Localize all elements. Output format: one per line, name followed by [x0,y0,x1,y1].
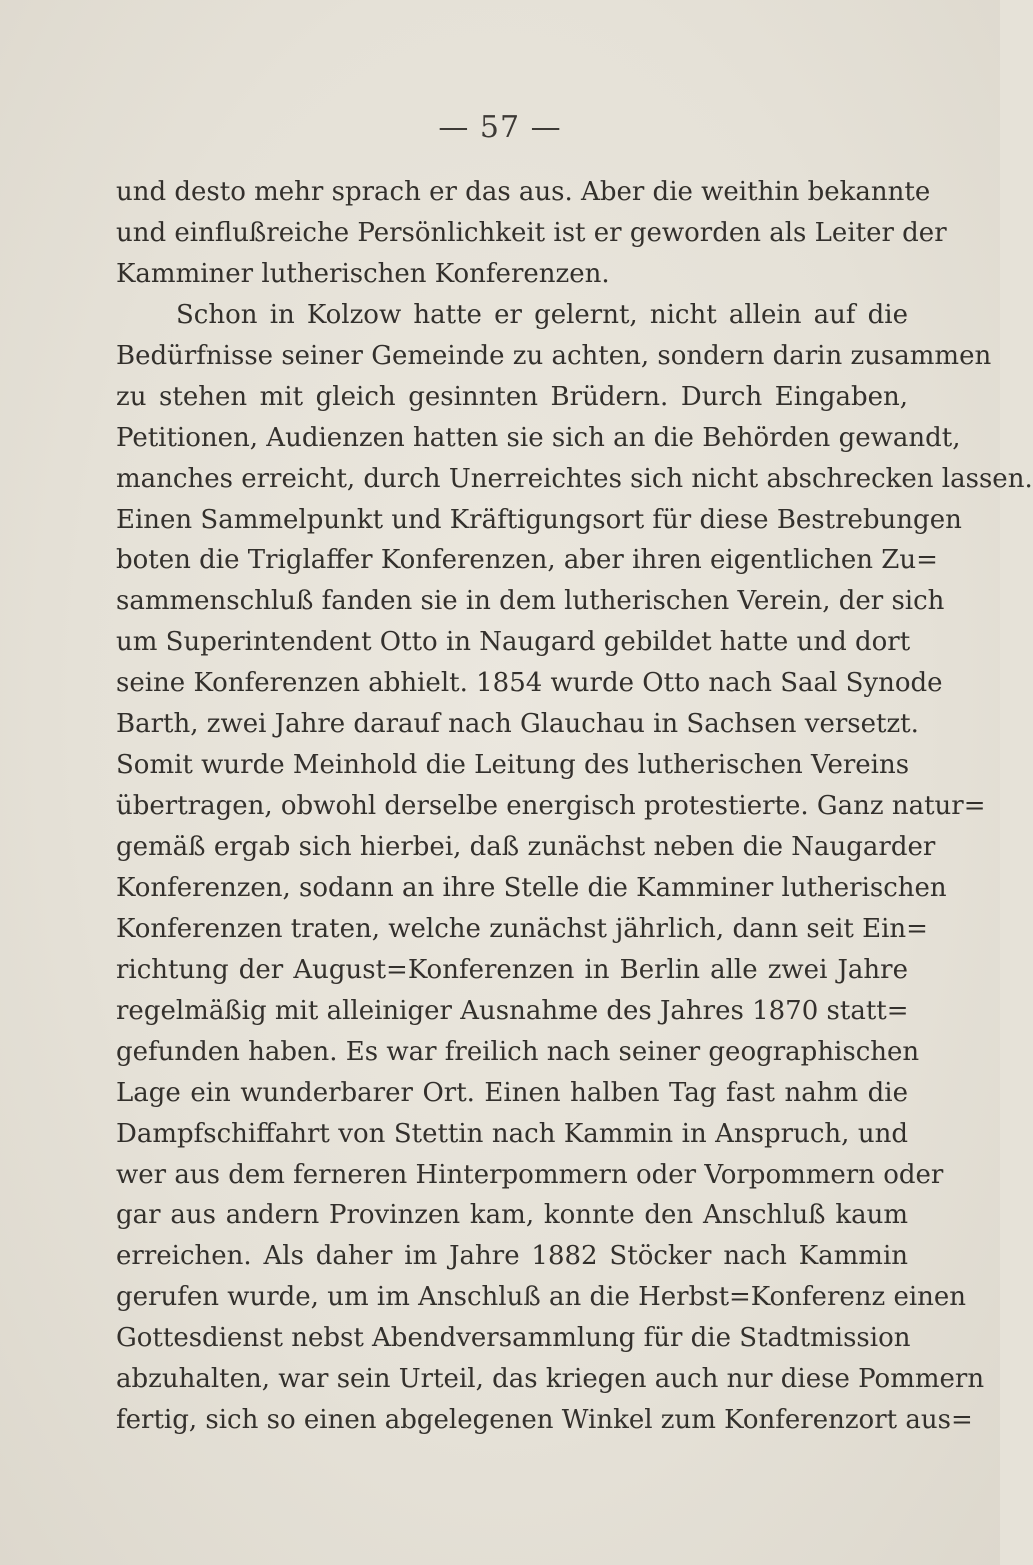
text-line: erreichen. Als daher im Jahre 1882 Stöcker nach Kammin [116,1241,908,1272]
text-line: richtung der August=Konferenzen in Berlin alle zwei Jahre [116,954,908,985]
text-line: wer aus dem ferneren Hinterpommern oder Vorpommern oder [116,1159,944,1190]
body-text [116,172,1033,1441]
text-line: übertragen, obwohl derselbe energisch protestierte. Ganz natur= [116,791,986,822]
text-line: Kamminer lutherischen Konferenzen. [116,258,610,289]
text-line: fertig, sich so einen abgelegenen Winkel zum Konferenzort aus= [116,1405,973,1436]
text-line: regelmäßig mit alleiniger Ausnahme des Jahres 1870 statt= [116,995,909,1026]
text-line: sammenschluß fanden sie in dem lutherischen Verein, der sich [116,586,945,617]
text-line: gerufen wurde, um im Anschluß an die Herbst=Konferenz einen [116,1282,967,1313]
text-line: Konferenzen traten, welche zunächst jährlich, dann seit Ein= [116,913,928,944]
page-number: — 57 — [438,110,562,145]
text-line: Somit wurde Meinhold die Leitung des lutherischen Vereins [116,750,910,781]
text-line: seine Konferenzen abhielt. 1854 wurde Otto nach Saal Synode [116,668,943,699]
text-line: zu stehen mit gleich gesinnten Brüdern. Durch Eingaben, [116,381,908,412]
text-line: abzuhalten, war sein Urteil, das kriegen auch nur diese Pommern [116,1364,985,1395]
text-line: um Superintendent Otto in Naugard gebildet hatte und dort [116,627,911,658]
text-line: Lage ein wunderbarer Ort. Einen halben Tag fast nahm die [116,1077,908,1108]
text-line: und einflußreiche Persönlichkeit ist er geworden als Leiter der [116,217,947,248]
text-line: Bedürfnisse seiner Gemeinde zu achten, sondern darin zusammen [116,340,992,371]
text-line: boten die Triglaffer Konferenzen, aber ihren eigentlichen Zu= [116,545,938,576]
text-line: Dampfschiffahrt von Stettin nach Kammin in Anspruch, und [116,1118,908,1149]
text-line: und desto mehr sprach er das aus. Aber die weithin bekannte [116,177,931,207]
text-line: Gottesdienst nebst Abendversammlung für die Stadtmission [116,1323,911,1354]
text-line: Konferenzen, sodann an ihre Stelle die Kamminer lutherischen [116,872,947,903]
text-line: manches erreicht, durch Unerreichtes sich nicht abschrecken lassen. [116,463,1033,494]
text-line: Petitionen, Audienzen hatten sie sich an die Behörden gewandt, [116,422,961,453]
text-line: Schon in Kolzow hatte er gelernt, nicht allein auf die [176,299,908,330]
text-line: gefunden haben. Es war freilich nach seiner geographischen [116,1036,920,1067]
text-line: Barth, zwei Jahre darauf nach Glauchau in Sachsen versetzt. [116,709,919,740]
text-line: Einen Sammelpunkt und Kräftigungsort für diese Bestrebungen [116,504,962,535]
text-line: gemäß ergab sich hierbei, daß zunächst neben die Naugarder [116,832,936,862]
text-line: gar aus andern Provinzen kam, konnte den Anschluß kaum [116,1200,908,1231]
